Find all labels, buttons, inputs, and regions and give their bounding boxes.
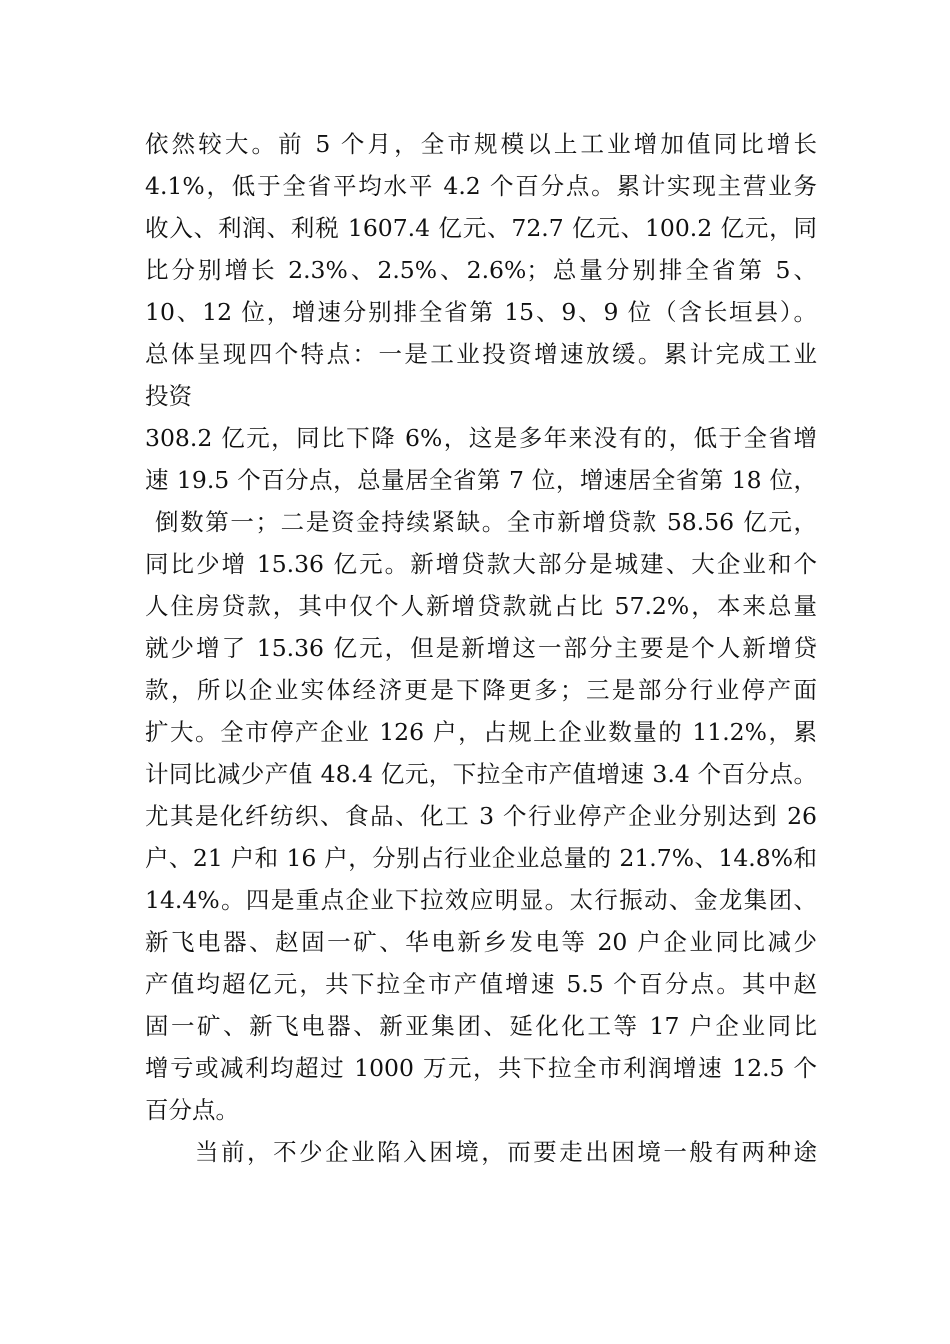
text-line: 户、21 户和 16 户，分别占行业企业总量的 21.7%、14.8%和 — [145, 844, 817, 872]
text-line: 固一矿、新飞电器、新亚集团、延化化工等 17 户企业同比 — [145, 1012, 817, 1040]
text-line: 速 19.5 个百分点，总量居全省第 7 位，增速居全省第 18 位， — [145, 466, 817, 494]
text-line: 款，所以企业实体经济更是下降更多；三是部分行业停产面 — [145, 676, 817, 704]
text-line: 就少增了 15.36 亿元，但是新增这一部分主要是个人新增贷 — [145, 634, 817, 662]
text-line: 总体呈现四个特点：一是工业投资增速放缓。累计完成工业 — [145, 340, 817, 368]
text-line: 4.1%，低于全省平均水平 4.2 个百分点。累计实现主营业务 — [145, 172, 817, 200]
text-line: 新飞电器、赵固一矿、华电新乡发电等 20 户企业同比减少 — [145, 928, 817, 956]
text-line: 收入、利润、利税 1607.4 亿元、72.7 亿元、100.2 亿元，同 — [145, 214, 817, 242]
text-line: 投资 — [145, 382, 192, 410]
text-line: 14.4%。四是重点企业下拉效应明显。太行振动、金龙集团、 — [145, 886, 817, 914]
text-line: 同比少增 15.36 亿元。新增贷款大部分是城建、大企业和个 — [145, 550, 817, 578]
text-line: 308.2 亿元，同比下降 6%，这是多年来没有的，低于全省增 — [145, 424, 817, 452]
text-line: 当前，不少企业陷入困境，而要走出困境一般有两种途 — [195, 1138, 817, 1166]
text-line: 10、12 位，增速分别排全省第 15、9、9 位（含长垣县）。 — [145, 298, 817, 326]
text-line: 人住房贷款，其中仅个人新增贷款就占比 57.2%，本来总量 — [145, 592, 817, 620]
text-line: 百分点。 — [145, 1096, 239, 1124]
body-text — [145, 123, 817, 1173]
text-line: 增亏或减利均超过 1000 万元，共下拉全市利润增速 12.5 个 — [145, 1054, 817, 1082]
text-line: 计同比减少产值 48.4 亿元，下拉全市产值增速 3.4 个百分点。 — [145, 760, 817, 788]
text-line: 倒数第一；二是资金持续紧缺。全市新增贷款 58.56 亿元， — [155, 508, 817, 536]
text-line: 比分别增长 2.3%、2.5%、2.6%；总量分别排全省第 5、 — [145, 256, 817, 284]
text-line: 产值均超亿元，共下拉全市产值增速 5.5 个百分点。其中赵 — [145, 970, 817, 998]
text-line: 扩大。全市停产企业 126 户，占规上企业数量的 11.2%，累 — [145, 718, 817, 746]
text-line: 依然较大。前 5 个月，全市规模以上工业增加值同比增长 — [145, 130, 817, 158]
text-line: 尤其是化纤纺织、食品、化工 3 个行业停产企业分别达到 26 — [145, 802, 817, 830]
